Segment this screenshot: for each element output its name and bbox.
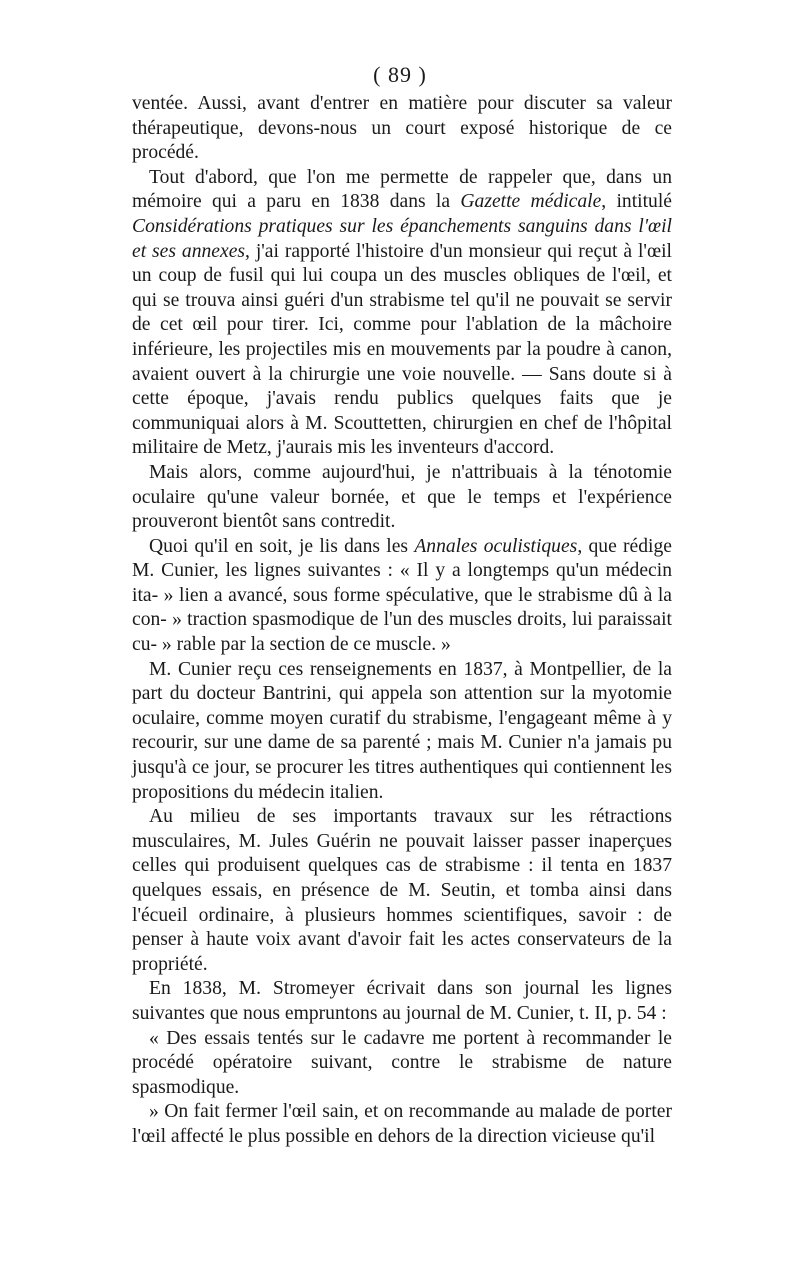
paragraph-4-text-b: , que rédige M. Cunier, les lignes suivantes : « Il y a longtemps qu'un médecin ita- » lien a avancé, sous forme spéculative, que le strabisme dû à la con- » traction spasmodique de l'un des muscles droits, lui paraissait cu- » rable par la section de ce muscle. » <box>132 535 672 656</box>
journal-title-annales: Annales oculistiques <box>414 535 578 557</box>
page-number: ( 89 ) <box>373 62 427 87</box>
paragraph-1: ventée. Aussi, avant d'entrer en matière pour discuter sa valeur thérapeutique, devons-nous un court exposé historique de ce procédé. <box>132 93 672 164</box>
paragraph-5: M. Cunier reçu ces renseignements en 1837, à Montpellier, de la part du docteur Bantrini, qui appela son attention sur la myotomie oculaire, comme moyen curatif du strabisme, l'engageant même à y recourir, sur une dame de sa parenté ; mais M. Cunier n'a jamais pu jusqu'à ce jour, se procurer les titres authentiques qui contiennent les propositions du médecin italien. <box>132 658 672 803</box>
paragraph-3: Mais alors, comme aujourd'hui, je n'attribuais à la ténotomie oculaire qu'une valeur bornée, et que le temps et l'expérience prouveront bientôt sans contredit. <box>132 461 672 533</box>
paragraph-4-text-a: Quoi qu'il en soit, je lis dans les <box>149 535 415 557</box>
paragraph-8-quote: « Des essais tentés sur le cadavre me portent à recommander le procédé opératoire suivant, contre le strabisme de nature spasmodique. <box>132 1027 672 1098</box>
body-text <box>132 92 672 1150</box>
paragraph-9-quote: » On fait fermer l'œil sain, et on recommande au malade de porter l'œil affecté le plus possible en dehors de la direction vicieuse qu'il <box>132 1101 672 1147</box>
paragraph-4 <box>132 535 672 658</box>
paragraph-7: En 1838, M. Stromeyer écrivait dans son journal les lignes suivantes que nous empruntons au journal de M. Cunier, t. II, p. 54 : <box>132 978 672 1024</box>
journal-title-gazette: Gazette médicale <box>460 191 602 213</box>
paragraph-2-text-a: Tout d'abord, que l'on me permette de rappeler que, dans un mémoire qui a paru en 1838 dans la <box>132 166 672 213</box>
paragraph-2-text-b: , intitulé <box>601 191 672 213</box>
paragraph-2-text-c: , j'ai rapporté l'histoire d'un monsieur qui reçut à l'œil un coup de fusil qui lui coupa un des muscles obliques de l'œil, et qui se trouva ainsi guéri d'un strabisme tel qu'il ne pouvait se servir de cet œil pour tirer. Ici, comme pour l'ablation de la mâchoire inférieure, les projectiles mis en mouvements par la poudre à canon, avaient ouvert à la chirurgie une voie nouvelle. — Sans doute si à cette époque, j'avais rendu publics quelques faits que je communiquai alors à M. Scouttetten, chirurgien en chef de l'hôpital militaire de Metz, j'aurais mis les inventeurs d'accord. <box>132 240 672 459</box>
paragraph-2 <box>132 166 672 461</box>
memoir-title: Considérations pratiques sur les épanchements sanguins dans l'œil et ses annexes <box>132 215 672 262</box>
paragraph-6: Au milieu de ses importants travaux sur les rétractions musculaires, M. Jules Guérin ne pouvait laisser passer inaperçues celles qui produisent quelques cas de strabisme : il tenta en 1837 quelques essais, en présence de M. Seutin, et tomba ainsi dans l'écueil ordinaire, à plusieurs hommes scientifiques, savoir : de penser à haute voix avant d'avoir fait les actes conservateurs de la propriété. <box>132 806 672 975</box>
